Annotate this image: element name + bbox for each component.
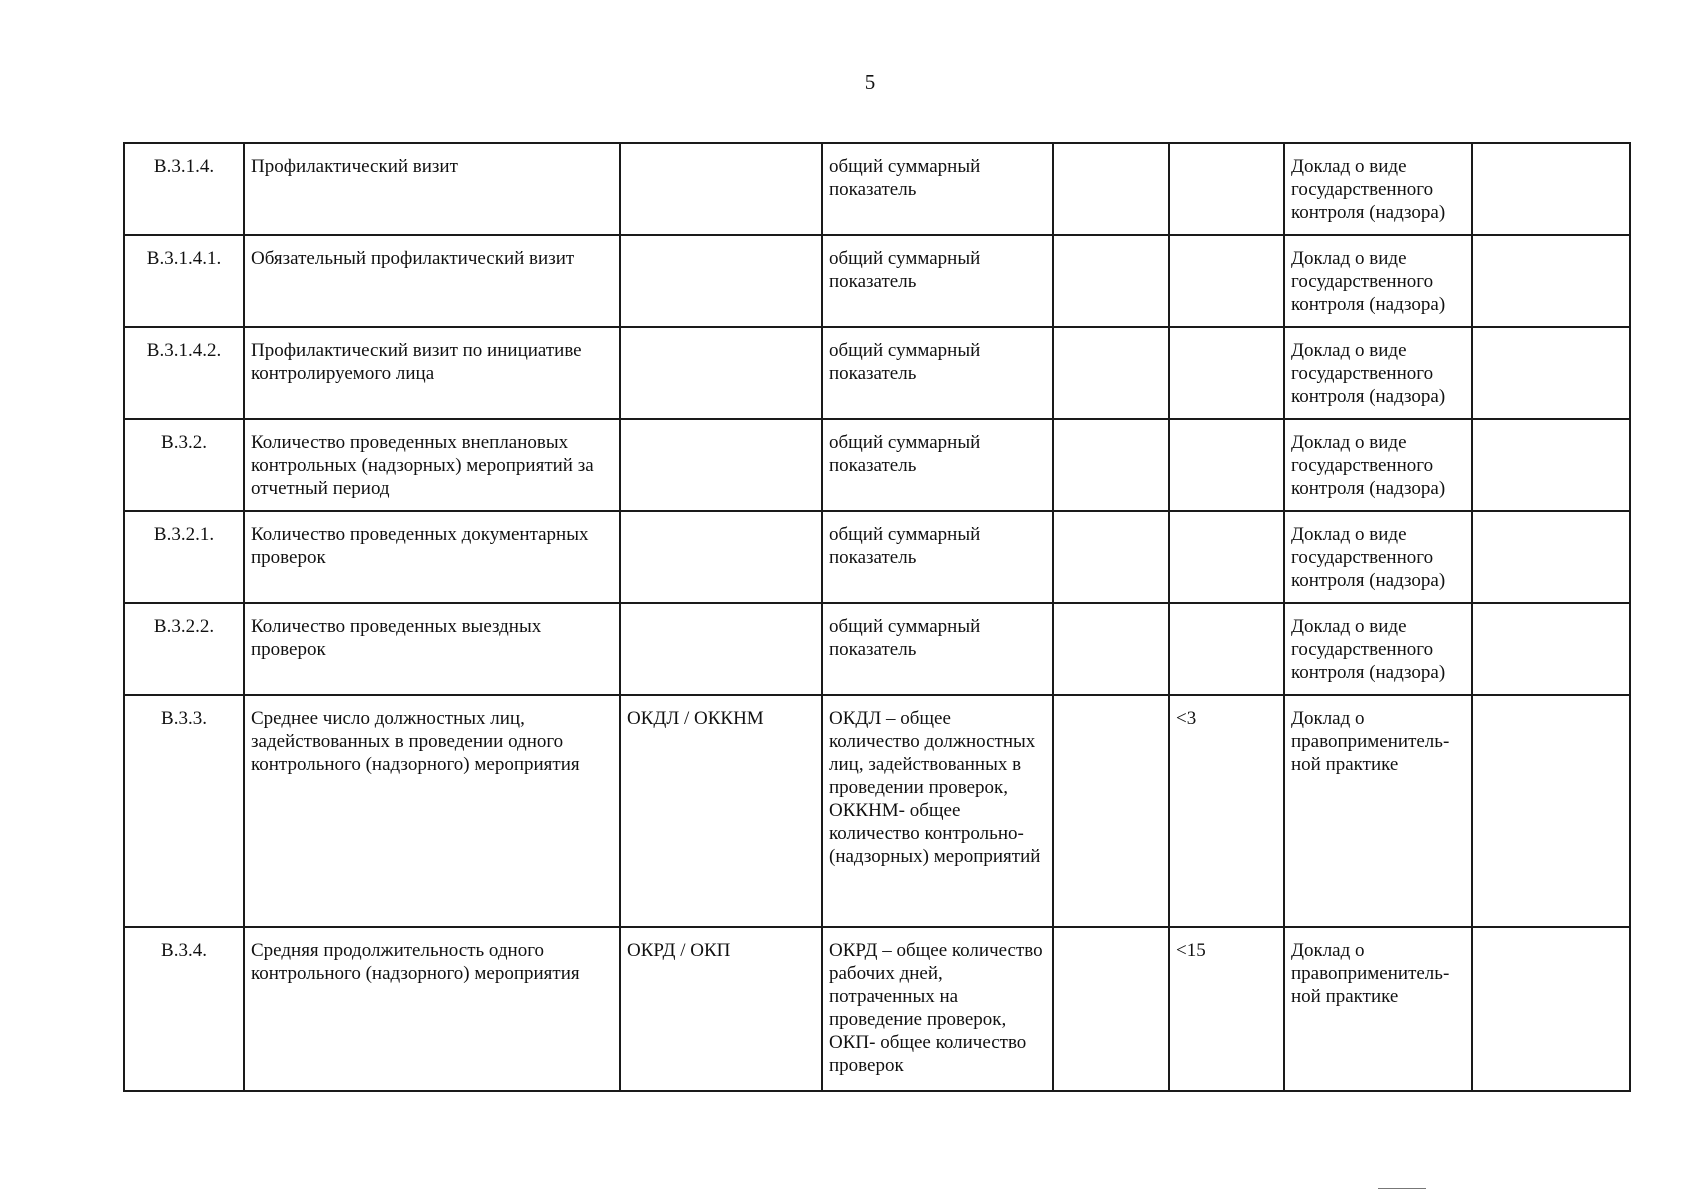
indicator-target bbox=[1169, 511, 1284, 603]
indicator-code: В.3.2. bbox=[124, 419, 244, 511]
indicator-formula bbox=[620, 511, 822, 603]
indicator-code: В.3.2.2. bbox=[124, 603, 244, 695]
indicator-name: Профилактический визит bbox=[244, 143, 620, 235]
indicator-empty-cell bbox=[1053, 695, 1169, 927]
table-row bbox=[124, 327, 1630, 419]
indicator-name: Средняя продолжительность одного контрольного (надзорного) мероприятия bbox=[244, 927, 620, 1091]
indicator-formula bbox=[620, 143, 822, 235]
table-row bbox=[124, 419, 1630, 511]
indicator-source: Доклад о виде государственного контроля (надзора) bbox=[1284, 419, 1472, 511]
indicator-empty-cell bbox=[1053, 511, 1169, 603]
indicator-code: В.3.2.1. bbox=[124, 511, 244, 603]
indicator-empty-cell bbox=[1472, 419, 1630, 511]
indicator-empty-cell bbox=[1472, 235, 1630, 327]
indicator-target: <15 bbox=[1169, 927, 1284, 1091]
indicators-table bbox=[123, 142, 1631, 1092]
indicator-formula: ОКРД / ОКП bbox=[620, 927, 822, 1091]
table-row bbox=[124, 927, 1630, 1091]
indicator-name: Количество проведенных выездных проверок bbox=[244, 603, 620, 695]
indicator-comment: ОКРД – общее количество рабочих дней, потраченных на проведение проверок, ОКП- общее количество проверок bbox=[822, 927, 1053, 1091]
indicator-target: <3 bbox=[1169, 695, 1284, 927]
indicator-empty-cell bbox=[1053, 327, 1169, 419]
indicator-formula bbox=[620, 235, 822, 327]
table-row bbox=[124, 511, 1630, 603]
indicator-name: Количество проведенных документарных проверок bbox=[244, 511, 620, 603]
indicator-comment: общий суммарный показатель bbox=[822, 419, 1053, 511]
indicator-name: Среднее число должностных лиц, задействованных в проведении одного контрольного (надзорного) мероприятия bbox=[244, 695, 620, 927]
indicator-formula: ОКДЛ / ОККНМ bbox=[620, 695, 822, 927]
indicator-empty-cell bbox=[1053, 419, 1169, 511]
indicator-name: Количество проведенных внеплановых контрольных (надзорных) мероприятий за отчетный период bbox=[244, 419, 620, 511]
indicator-target bbox=[1169, 603, 1284, 695]
page-number: 5 bbox=[864, 70, 876, 94]
indicator-empty-cell bbox=[1053, 603, 1169, 695]
footer-rule bbox=[1378, 1188, 1426, 1189]
indicator-comment: общий суммарный показатель bbox=[822, 511, 1053, 603]
indicator-comment: общий суммарный показатель bbox=[822, 327, 1053, 419]
indicator-source: Доклад о правоприменитель-ной практике bbox=[1284, 927, 1472, 1091]
indicator-code: В.3.3. bbox=[124, 695, 244, 927]
indicator-empty-cell bbox=[1472, 327, 1630, 419]
indicator-code: В.3.1.4.1. bbox=[124, 235, 244, 327]
indicator-code: В.3.1.4.2. bbox=[124, 327, 244, 419]
indicator-name: Обязательный профилактический визит bbox=[244, 235, 620, 327]
indicator-comment: общий суммарный показатель bbox=[822, 603, 1053, 695]
table-row bbox=[124, 603, 1630, 695]
indicator-empty-cell bbox=[1472, 143, 1630, 235]
indicator-formula bbox=[620, 327, 822, 419]
indicator-empty-cell bbox=[1472, 511, 1630, 603]
indicator-formula bbox=[620, 419, 822, 511]
table-row bbox=[124, 143, 1630, 235]
indicator-name: Профилактический визит по инициативе контролируемого лица bbox=[244, 327, 620, 419]
indicator-empty-cell bbox=[1472, 603, 1630, 695]
indicator-source: Доклад о виде государственного контроля (надзора) bbox=[1284, 603, 1472, 695]
indicator-empty-cell bbox=[1472, 695, 1630, 927]
indicator-empty-cell bbox=[1053, 235, 1169, 327]
indicator-comment: общий суммарный показатель bbox=[822, 235, 1053, 327]
indicator-comment: ОКДЛ – общее количество должностных лиц, задействованных в проведении проверок, ОККНМ- общее количество контрольно-(надзорных) мероприятий bbox=[822, 695, 1053, 927]
indicator-code: В.3.4. bbox=[124, 927, 244, 1091]
indicator-source: Доклад о виде государственного контроля (надзора) bbox=[1284, 235, 1472, 327]
table-row bbox=[124, 235, 1630, 327]
table-row bbox=[124, 695, 1630, 927]
indicator-source: Доклад о правоприменитель-ной практике bbox=[1284, 695, 1472, 927]
indicator-target bbox=[1169, 235, 1284, 327]
indicator-empty-cell bbox=[1053, 143, 1169, 235]
indicator-source: Доклад о виде государственного контроля (надзора) bbox=[1284, 511, 1472, 603]
indicator-target bbox=[1169, 143, 1284, 235]
indicator-target bbox=[1169, 419, 1284, 511]
indicator-code: В.3.1.4. bbox=[124, 143, 244, 235]
indicator-source: Доклад о виде государственного контроля (надзора) bbox=[1284, 143, 1472, 235]
indicator-formula bbox=[620, 603, 822, 695]
indicator-empty-cell bbox=[1053, 927, 1169, 1091]
indicator-empty-cell bbox=[1472, 927, 1630, 1091]
indicator-comment: общий суммарный показатель bbox=[822, 143, 1053, 235]
indicator-source: Доклад о виде государственного контроля (надзора) bbox=[1284, 327, 1472, 419]
indicator-target bbox=[1169, 327, 1284, 419]
